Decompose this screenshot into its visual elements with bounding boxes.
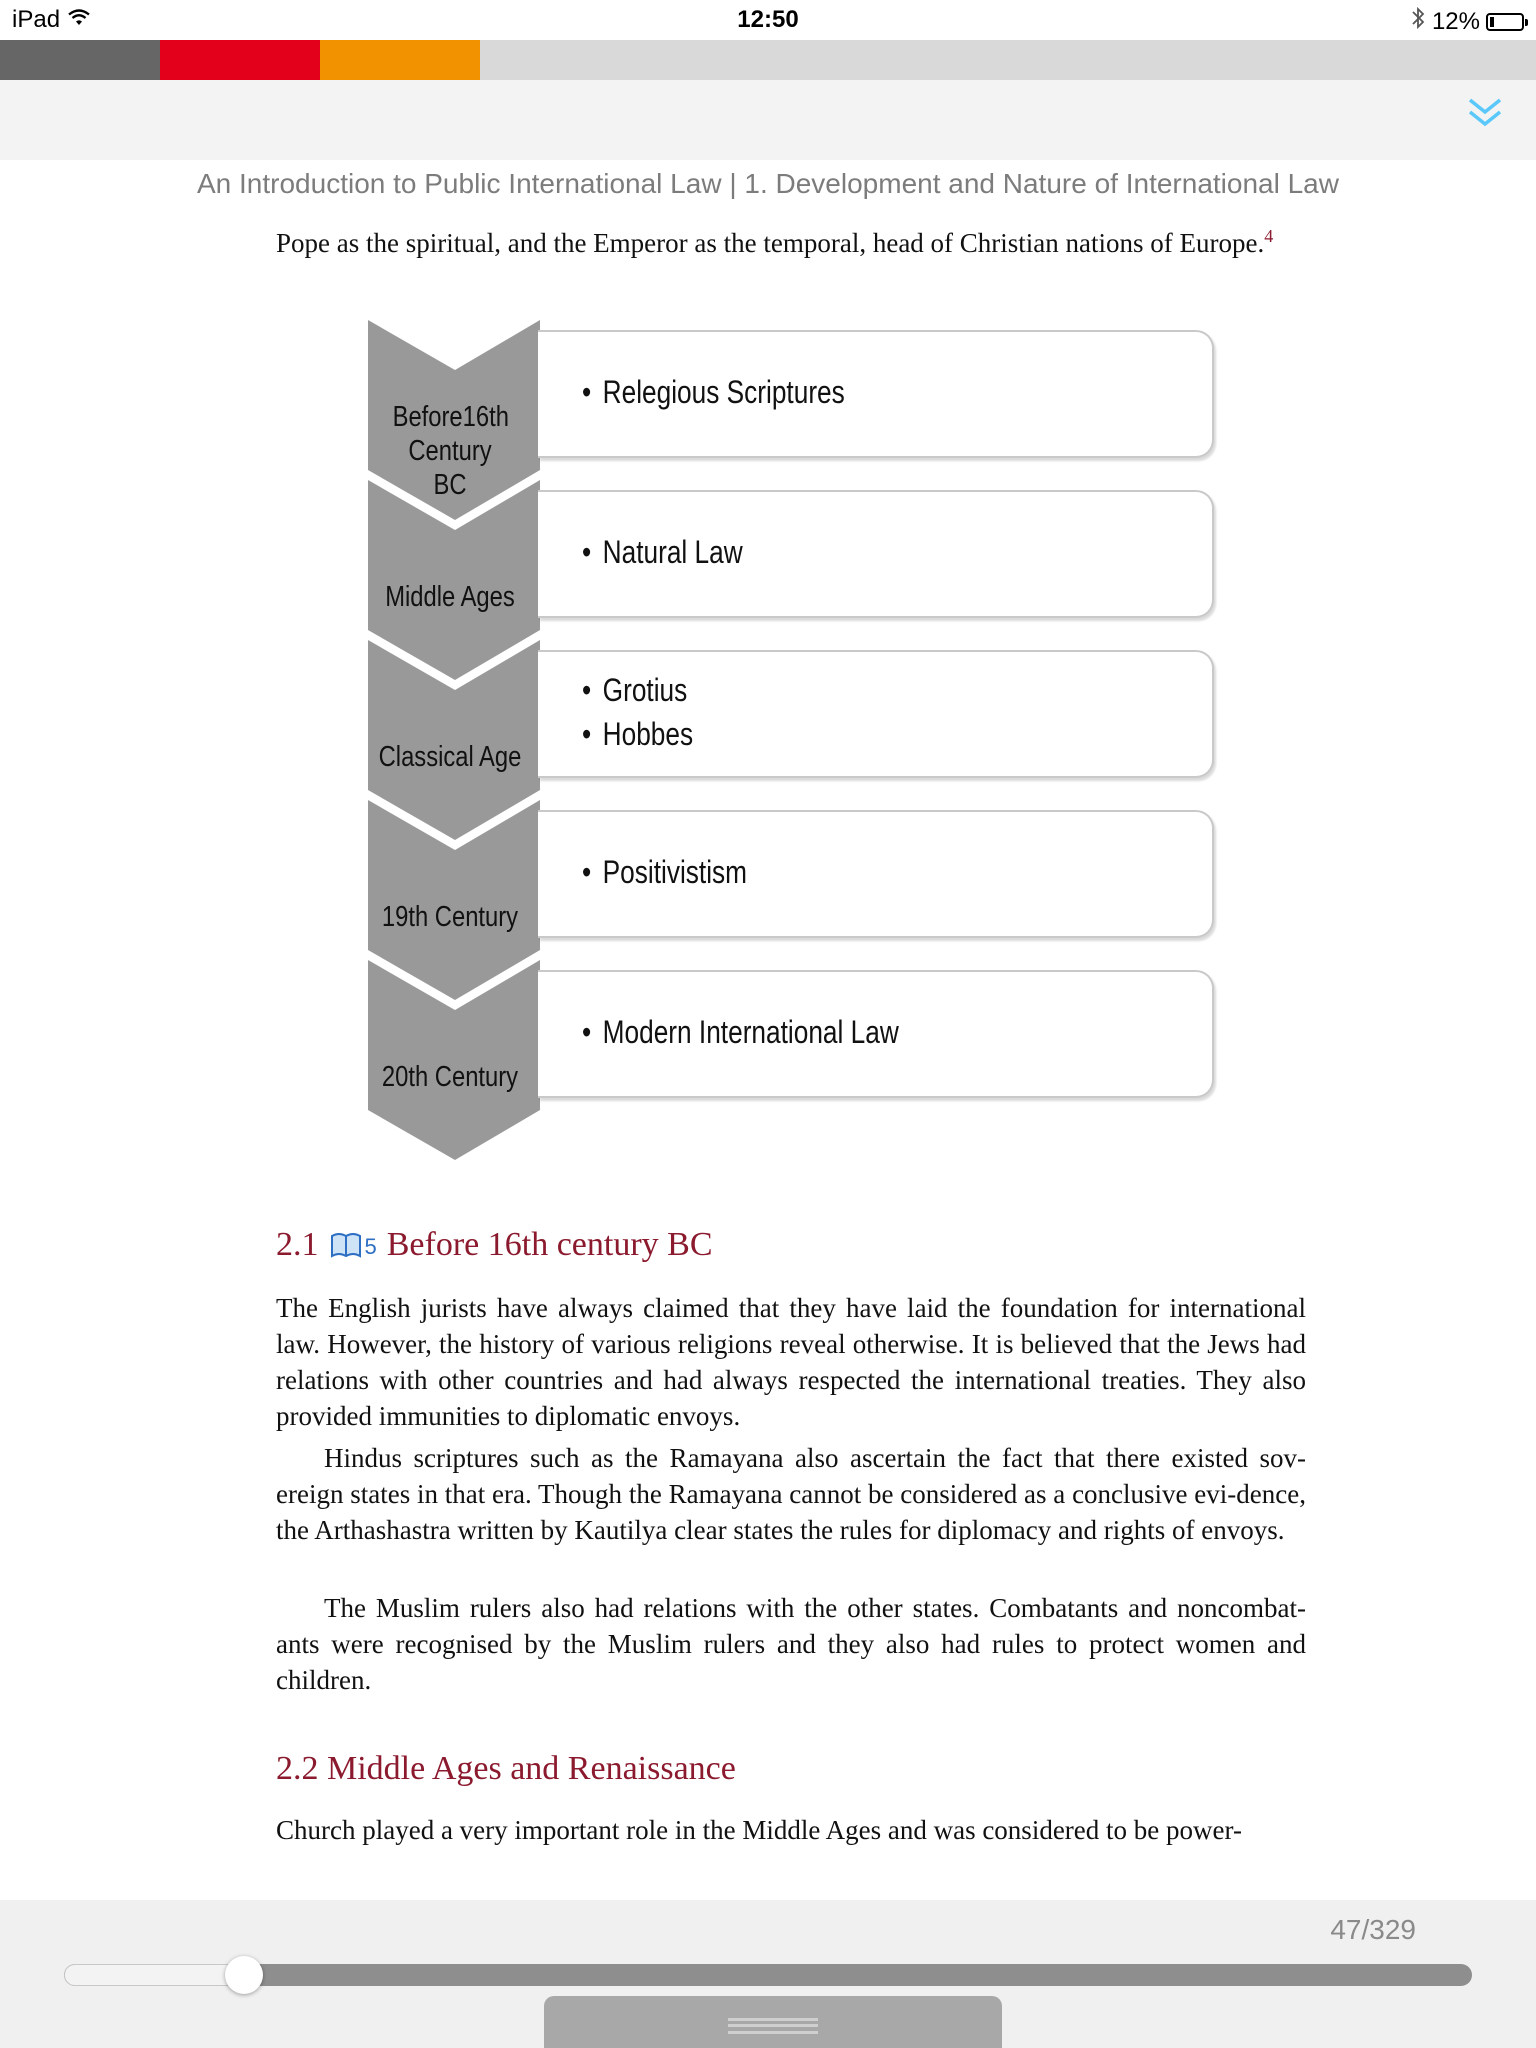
book-icon bbox=[329, 1230, 363, 1260]
paragraph: Hindus scriptures such as the Ramayana also ascertain the fact that there existed sov-ereign states in that era. Though the Ramayana cannot be considered as a conclusive evi-dence, the Arthashastra written by Kautilya clear states the rules for diplomacy and rights of envoys. bbox=[276, 1443, 1306, 1545]
color-tab[interactable] bbox=[320, 40, 480, 80]
era-box bbox=[538, 650, 1214, 778]
collapse-toolbar-button[interactable] bbox=[1460, 88, 1510, 138]
paragraph: The English jurists have always claimed that they have laid the foundation for international law. However, the history of various religions reveal otherwise. It is believed that the Jews had relations with other countries and had always respected the international treaties. They also provided immunities to diplomatic envoys. bbox=[276, 1293, 1306, 1431]
footnote-link[interactable]: 4 bbox=[1264, 226, 1274, 246]
section-heading-2-1 bbox=[276, 1226, 713, 1264]
slider-knob[interactable] bbox=[225, 1956, 263, 1994]
paragraph: Church played a very important role in the Middle Ages and was considered to be power- bbox=[276, 1815, 1242, 1845]
era-item: • Positivistism bbox=[582, 850, 747, 894]
era-label: Middle Ages bbox=[385, 581, 515, 613]
era-label: 20th Century bbox=[381, 1061, 519, 1093]
bluetooth-icon bbox=[1410, 6, 1426, 37]
paragraph: The Muslim rulers also had relations with the other states. Combatants and noncombat-ants were recognised by the Muslim rulers and they also had rules to protect women and children. bbox=[276, 1593, 1306, 1695]
page-indicator: 47/329 bbox=[1330, 1914, 1416, 1945]
era-item: • Grotius bbox=[582, 668, 693, 712]
status-right bbox=[1410, 6, 1524, 37]
section-title: Before 16th century BC bbox=[386, 1226, 713, 1263]
history-diagram bbox=[360, 320, 1220, 1180]
grip-icon bbox=[728, 2018, 818, 2034]
era-items bbox=[582, 530, 778, 574]
era-label: 19th Century bbox=[381, 901, 519, 933]
era-box bbox=[538, 490, 1214, 618]
status-bar bbox=[0, 0, 1536, 40]
top-toolbar bbox=[0, 80, 1536, 160]
battery-icon bbox=[1486, 13, 1524, 31]
section-heading-2-2 bbox=[276, 1750, 736, 1788]
battery-level bbox=[1490, 17, 1494, 27]
battery-percent: 12% bbox=[1431, 7, 1480, 35]
color-tab[interactable] bbox=[160, 40, 320, 80]
drawer-handle[interactable] bbox=[544, 1996, 1002, 2048]
page-slider[interactable] bbox=[64, 1964, 1472, 1986]
bookmark-color-tabs bbox=[0, 40, 1536, 80]
era-item: • Relegious Scriptures bbox=[582, 370, 845, 414]
intro-text: Pope as the spiritual, and the Emperor as the temporal, head of Christian nations of Europe. bbox=[276, 228, 1265, 258]
era-items bbox=[582, 1010, 968, 1054]
era-items bbox=[582, 850, 783, 894]
page-header: An Introduction to Public International Law | 1. Development and Nature of International Law bbox=[197, 168, 1339, 199]
era-box bbox=[538, 330, 1214, 458]
era-label: Before16th Century BC bbox=[392, 401, 509, 501]
section-number: 2.1 bbox=[276, 1226, 319, 1263]
intro-paragraph bbox=[276, 218, 1306, 261]
era-label: Classical Age bbox=[378, 741, 522, 773]
era-box bbox=[538, 810, 1214, 938]
section-title: 2.2 Middle Ages and Renaissance bbox=[276, 1750, 736, 1787]
era-box bbox=[538, 970, 1214, 1098]
status-time: 12:50 bbox=[737, 6, 799, 33]
reference-link[interactable] bbox=[329, 1230, 377, 1260]
color-tab[interactable] bbox=[0, 40, 160, 80]
era-item: • Modern International Law bbox=[582, 1010, 899, 1054]
double-chevron-down-icon bbox=[1460, 88, 1510, 138]
era-item: • Natural Law bbox=[582, 530, 743, 574]
era-item: • Hobbes bbox=[582, 712, 693, 756]
era-items bbox=[582, 370, 902, 414]
era-items bbox=[582, 668, 718, 756]
device-name: iPad bbox=[12, 6, 61, 33]
reference-number: 5 bbox=[364, 1234, 377, 1259]
